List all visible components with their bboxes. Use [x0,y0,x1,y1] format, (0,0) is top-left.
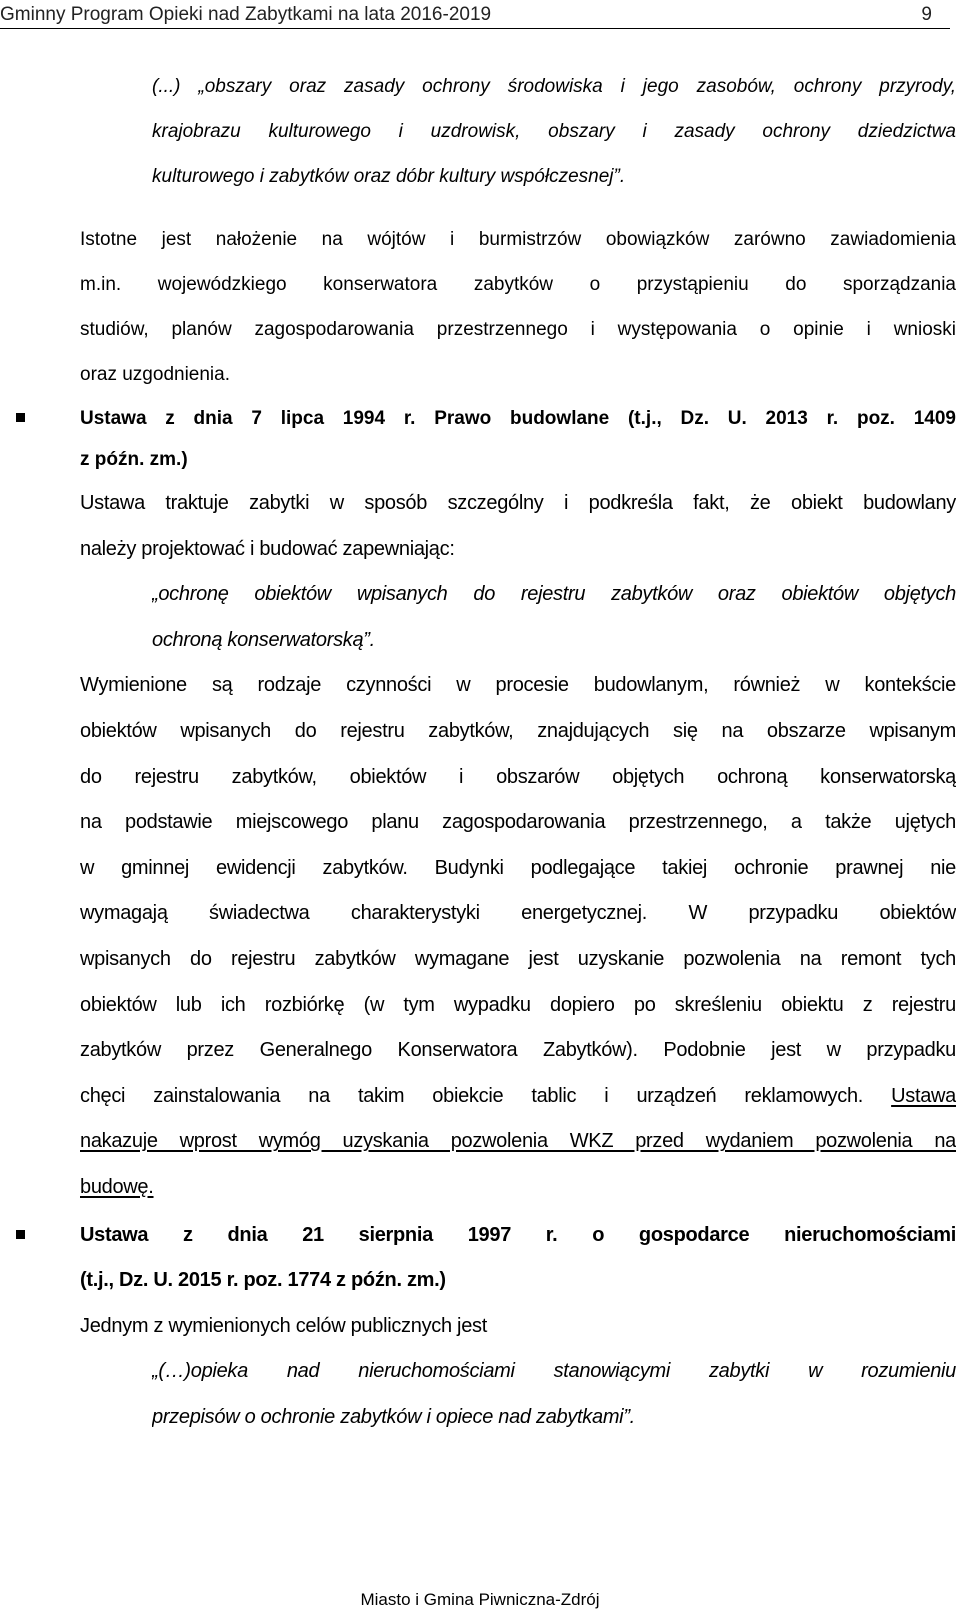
quote-line: ochroną konserwatorską”. [152,628,375,651]
underlined-line: nakazuje wprost wymóg uzyskania pozwolenia WKZ przed wydaniem pozwolenia na [80,1130,956,1153]
page-header [0,0,960,36]
paragraph-line: wpisanych do rejestru zabytków wymagane jest uzyskanie pozwolenia na remont tych [80,947,956,970]
quote-line: przepisów o ochronie zabytków i opiece nad zabytkami”. [152,1405,635,1428]
paragraph [80,217,956,397]
paragraph-line: w gminnej ewidencji zabytków. Budynki podlegające takiej ochronie prawnej nie [80,856,956,879]
quote-line: (...) „obszary oraz zasady ochrony środowiska i jego zasobów, ochrony przyrody, [152,76,956,97]
quote-block [152,572,956,663]
underlined-text: budowę. [80,1175,154,1198]
paragraph-line: Ustawa traktuje zabytki w sposób szczególny i podkreśla fakt, że obiekt budowlany [80,492,956,514]
paragraph-line: obiektów lub ich rozbiórkę (w tym wypadku dopiero po skreśleniu obiektu z rejestru [80,993,956,1016]
quote-block [152,1349,956,1440]
paragraph-line: oraz uzgodnienia. [80,364,230,385]
paragraph-line: należy projektować i budować zapewniając: [80,537,455,560]
paragraph-line: Wymienione są rodzaje czynności w procesie budowlanym, również w kontekście [80,674,956,697]
law-bullet-item [80,396,956,479]
paragraph [80,1304,956,1350]
paragraph-line: obiektów wpisanych do rejestru zabytków, znajdujących się na obszarze wpisanym [80,719,956,742]
header-title: Gminny Program Opieki nad Zabytkami na lata 2016-2019 [0,4,492,25]
paragraph-line: zabytków przez Generalnego Konserwatora Zabytków). Podobnie jest w przypadku [80,1039,956,1062]
paragraph [80,481,956,572]
law-title-line: z późn. zm.) [80,449,188,470]
law-title-line: (t.j., Dz. U. 2015 r. poz. 1774 z późn. zm.) [80,1269,446,1292]
underlined-line [80,1165,956,1211]
paragraph-line: Jednym z wymienionych celów publicznych jest [80,1314,487,1337]
paragraph-line: na podstawie miejscowego planu zagospodarowania przestrzennego, a także ujętych [80,811,956,834]
law-bullet-item [80,1213,956,1304]
square-bullet-icon [16,413,25,422]
quote-line: „ochronę obiektów wpisanych do rejestru zabytków oraz obiektów objętych [152,583,956,606]
law-title-line: Ustawa z dnia 21 sierpnia 1997 r. o gospodarce nieruchomościami [80,1223,956,1246]
quote-line: krajobrazu kulturowego i uzdrowisk, obszary i zasady ochrony dziedzictwa [152,121,956,142]
quote-block [152,64,956,199]
quote-line: kulturowego i zabytków oraz dóbr kultury współczesnej”. [152,166,626,187]
square-bullet-icon [16,1230,25,1239]
underlined-text: Ustawa [891,1084,956,1107]
paragraph [80,663,956,1210]
law-title-line: Ustawa z dnia 7 lipca 1994 r. Prawo budowlane (t.j., Dz. U. 2013 r. poz. 1409 [80,408,956,429]
paragraph-line: wymagają świadectwa charakterystyki energetycznej. W przypadku obiektów [80,902,956,925]
header-divider [0,28,950,29]
page-number: 9 [921,4,932,25]
paragraph-text: chęci zainstalowania na takim obiekcie tablic i urządzeń reklamowych. [80,1084,864,1107]
paragraph-line: m.in. wojewódzkiego konserwatora zabytków o przystąpieniu do sporządzania [80,274,956,295]
paragraph-line [80,1074,956,1120]
paragraph-line: studiów, planów zagospodarowania przestrzennego i występowania o opinie i wnioski [80,319,956,340]
document-body [80,70,956,1440]
paragraph-line: do rejestru zabytków, obiektów i obszarów objętych ochroną konserwatorską [80,765,956,788]
paragraph-line: Istotne jest nałożenie na wójtów i burmistrzów obowiązków zarówno zawiadomienia [80,229,956,250]
page-footer: Miasto i Gmina Piwniczna-Zdrój [360,1590,600,1609]
quote-line: „(…)opieka nad nieruchomościami stanowiącymi zabytki w rozumieniu [152,1360,956,1383]
